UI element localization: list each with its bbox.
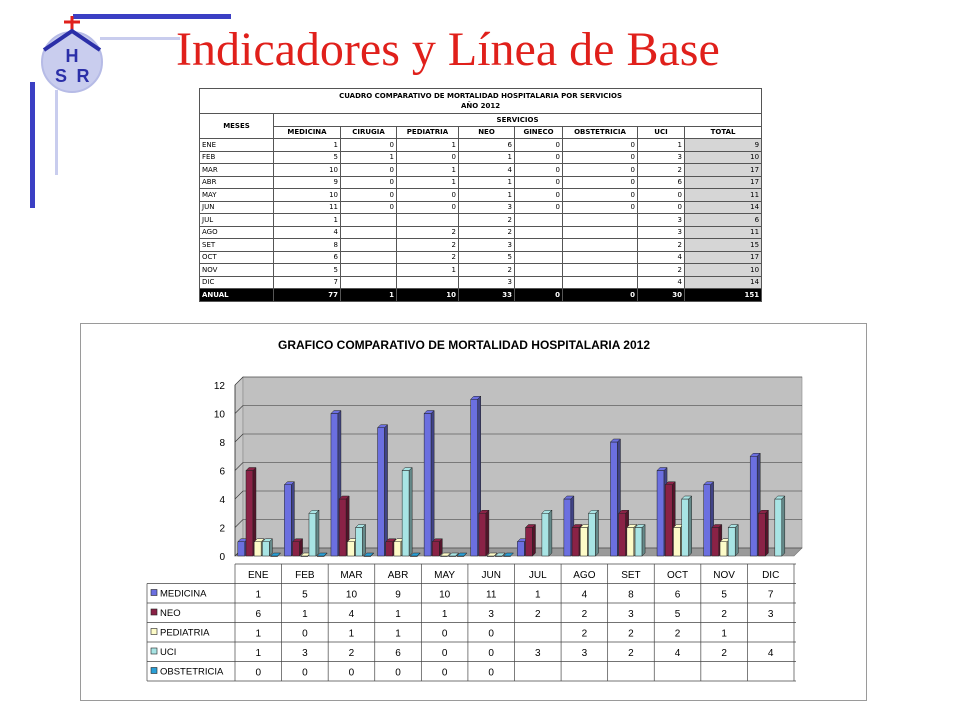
table-cell: 0: [563, 139, 638, 152]
table-cell: 1: [274, 214, 341, 227]
table-cell: 0: [397, 189, 459, 202]
header-row: [200, 126, 762, 139]
bar-uci-ago: [588, 513, 595, 556]
table-cell: 2: [638, 239, 685, 252]
data-label-neo: 2: [721, 609, 727, 620]
table-cell: [341, 251, 397, 264]
table-cell: 14: [685, 201, 762, 214]
x-tick-label: SET: [621, 570, 641, 581]
table-cell: 3: [459, 239, 515, 252]
bar-side-neo-may: [439, 539, 442, 556]
x-tick-label: ENE: [248, 570, 269, 581]
table-cell: 0: [341, 176, 397, 189]
data-label-uci: 4: [674, 648, 681, 659]
table-cell: 151: [685, 289, 762, 302]
bar-uci-dic: [775, 499, 782, 556]
table-cell: JUN: [200, 201, 274, 214]
table-cell: 1: [459, 176, 515, 189]
table-cell: 0: [515, 289, 563, 302]
data-label-pediatria: 2: [628, 628, 634, 640]
table-row: [200, 214, 762, 227]
table-cell: [515, 276, 563, 289]
data-label-uci: 3: [302, 648, 308, 659]
legend-label-pediatria: PEDIATRIA: [160, 627, 210, 639]
bar-side-uci-mar: [363, 525, 366, 557]
table-cell: 1: [341, 289, 397, 302]
logo-letter-h: H: [65, 46, 79, 66]
table-cell: 3: [638, 151, 685, 164]
data-label-medicina: 5: [302, 589, 308, 601]
legend-swatch-obstetricia: [151, 668, 157, 674]
bar-side-uci-ene: [269, 539, 272, 556]
table-cell: 15: [685, 239, 762, 252]
table-cell: 3: [638, 214, 685, 227]
data-label-neo: 3: [767, 609, 774, 620]
bar-side-medicina-may: [431, 411, 434, 557]
table-cell: 7: [274, 276, 341, 289]
table-cell: [515, 226, 563, 239]
bar-medicina-ago: [564, 499, 571, 556]
table-cell: 10: [397, 289, 459, 302]
data-label-medicina: 5: [721, 589, 727, 601]
bar-uci-oct: [682, 499, 689, 556]
y-tick-label: 4: [219, 495, 225, 506]
table-cell: 4: [638, 276, 685, 289]
data-label-neo: 4: [348, 609, 355, 620]
table-row: [200, 164, 762, 177]
bar-uci-jul: [542, 513, 549, 556]
data-label-uci: 4: [767, 648, 774, 659]
bar-side-uci-ago: [595, 510, 598, 556]
data-label-obstetricia: 0: [255, 667, 262, 679]
bar-uci-nov: [728, 528, 735, 557]
bar-side-uci-feb: [316, 510, 319, 556]
logo-letter-s: S: [54, 66, 68, 86]
table-cell: 10: [685, 151, 762, 164]
bar-neo-set: [619, 513, 626, 556]
table-cell: 0: [515, 164, 563, 177]
table-cell: 1: [397, 176, 459, 189]
data-label-pediatria: 0: [488, 628, 494, 640]
data-label-medicina: 1: [255, 589, 262, 601]
table-cell: 6: [685, 214, 762, 227]
table-cell: MAR: [200, 164, 274, 177]
mortality-table-container: [199, 88, 761, 316]
table-cell: [341, 239, 397, 252]
x-tick-label: JUN: [481, 570, 501, 581]
bar-side-medicina-abr: [385, 425, 388, 556]
table-row: [200, 276, 762, 289]
table-cell: 10: [274, 189, 341, 202]
table-caption-line2: AÑO 2012: [460, 102, 501, 110]
table-cell: 3: [638, 226, 685, 239]
x-tick-label: OCT: [666, 570, 689, 581]
table-row: [200, 264, 762, 277]
table-cell: 0: [515, 139, 563, 152]
data-label-pediatria: 2: [581, 628, 588, 640]
table-cell: 11: [685, 226, 762, 239]
table-body: [200, 139, 762, 302]
data-label-neo: 3: [488, 609, 494, 620]
bar-side-uci-nov: [735, 525, 738, 557]
data-label-pediatria: 0: [441, 628, 448, 640]
table-cell: 0: [563, 164, 638, 177]
legend-swatch-pediatria: [151, 629, 157, 635]
table-row: [200, 226, 762, 239]
y-tick-label: 12: [213, 381, 225, 392]
bar-neo-nov: [712, 528, 719, 557]
x-tick-label: FEB: [295, 570, 315, 581]
bar-side-neo-dic: [765, 510, 768, 556]
data-label-pediatria: 1: [395, 628, 401, 640]
data-label-medicina: 11: [486, 589, 497, 601]
table-cell: 0: [397, 151, 459, 164]
data-label-neo: 6: [255, 609, 262, 620]
bar-medicina-jun: [471, 399, 478, 556]
x-tick-label: NOV: [713, 570, 735, 581]
table-cell: OCT: [200, 251, 274, 264]
bar-neo-jul: [525, 528, 532, 557]
table-caption-line1: CUADRO COMPARATIVO DE MORTALIDAD HOSPITALARIA POR SERVICIOS: [339, 92, 623, 100]
table-cell: 2: [638, 264, 685, 277]
table-cell: 4: [459, 164, 515, 177]
bar-medicina-ene: [238, 542, 245, 556]
data-label-uci: 3: [581, 648, 588, 659]
bar-medicina-set: [610, 442, 617, 556]
table-cell: [563, 251, 638, 264]
table-cell: [397, 276, 459, 289]
bar-pediatria-ago: [580, 528, 587, 557]
table-cell: 2: [459, 264, 515, 277]
table-cell: 1: [459, 189, 515, 202]
data-label-medicina: 4: [581, 589, 588, 601]
bar-medicina-may: [424, 414, 431, 557]
bar-neo-feb: [293, 542, 300, 556]
col-header-meses: MESES: [200, 114, 274, 139]
table-cell: [563, 214, 638, 227]
table-row: [200, 176, 762, 189]
table-cell: MAY: [200, 189, 274, 202]
bar-side-uci-abr: [409, 468, 412, 557]
bar-neo-jun: [479, 513, 486, 556]
data-label-pediatria: 1: [721, 628, 727, 640]
bar-medicina-oct: [657, 471, 664, 557]
bar-side-neo-jun: [486, 510, 489, 556]
table-cell: 14: [685, 276, 762, 289]
table-cell: 0: [397, 201, 459, 214]
bar-pediatria-abr: [394, 542, 401, 556]
table-row: [200, 139, 762, 152]
table-cell: 0: [563, 176, 638, 189]
data-label-neo: 1: [302, 609, 308, 620]
x-tick-label: MAR: [340, 570, 363, 581]
table-cell: 1: [397, 139, 459, 152]
col-header-gineco: GINECO: [515, 126, 563, 139]
data-label-neo: 2: [581, 609, 588, 620]
bar-neo-ago: [572, 528, 579, 557]
table-cell: 2: [459, 226, 515, 239]
table-cell: 0: [563, 201, 638, 214]
data-label-neo: 2: [535, 609, 541, 620]
x-tick-label: JUL: [528, 570, 547, 581]
table-cell: 33: [459, 289, 515, 302]
bar-pediatria-mar: [347, 542, 354, 556]
data-label-neo: 3: [628, 609, 634, 620]
table-cell: [341, 214, 397, 227]
table-cell: 1: [638, 139, 685, 152]
table-cell: 2: [397, 226, 459, 239]
col-header-obstetricia: OBSTETRICIA: [563, 126, 638, 139]
table-cell: JUL: [200, 214, 274, 227]
data-label-uci: 1: [255, 648, 262, 659]
table-cell: 2: [397, 251, 459, 264]
legend-label-neo: NEO: [160, 608, 181, 619]
data-label-pediatria: 0: [302, 628, 308, 640]
data-label-uci: 3: [535, 648, 541, 659]
x-tick-label: ABR: [387, 570, 409, 581]
data-label-medicina: 8: [628, 589, 634, 601]
data-label-obstetricia: 0: [441, 667, 448, 679]
table-cell: 6: [638, 176, 685, 189]
table-cell: 2: [397, 239, 459, 252]
data-label-medicina: 10: [345, 589, 358, 601]
data-label-neo: 5: [674, 609, 681, 620]
table-cell: [341, 226, 397, 239]
bar-uci-set: [635, 528, 642, 557]
bar-medicina-abr: [378, 428, 385, 556]
data-label-uci: 0: [441, 648, 448, 659]
deco-line-left: [30, 82, 35, 208]
table-caption: [200, 89, 762, 114]
table-cell: 4: [274, 226, 341, 239]
table-cell: 0: [563, 151, 638, 164]
table-cell: 0: [341, 201, 397, 214]
table-cell: 17: [685, 251, 762, 264]
x-tick-label: AGO: [573, 570, 596, 581]
table-cell: DIC: [200, 276, 274, 289]
table-cell: 3: [459, 276, 515, 289]
data-label-neo: 1: [395, 609, 401, 620]
table-cell: 5: [459, 251, 515, 264]
data-label-uci: 2: [721, 648, 727, 659]
legend-swatch-neo: [151, 609, 157, 615]
table-cell: 0: [515, 201, 563, 214]
table-cell: 6: [459, 139, 515, 152]
chart-title: GRAFICO COMPARATIVO DE MORTALIDAD HOSPITALARIA 2012: [277, 338, 651, 352]
bar-side-uci-jul: [549, 510, 552, 556]
bar-uci-feb: [309, 513, 316, 556]
legend-swatch-uci: [151, 648, 157, 654]
bar-medicina-feb: [284, 485, 291, 556]
y-tick-label: 10: [213, 409, 225, 421]
table-cell: 0: [638, 189, 685, 202]
table-cell: [563, 264, 638, 277]
table-cell: 10: [274, 164, 341, 177]
table-cell: ANUAL: [200, 289, 274, 302]
table-cell: [515, 239, 563, 252]
table-cell: [397, 214, 459, 227]
y-tick-label: 0: [219, 552, 225, 563]
data-label-uci: 2: [628, 648, 634, 659]
bar-medicina-dic: [750, 456, 757, 556]
table-cell: 5: [274, 264, 341, 277]
deco-line-left-light: [55, 90, 58, 175]
legend-label-obstetricia: OBSTETRICIA: [160, 666, 224, 678]
table-cell: 0: [515, 151, 563, 164]
table-row: [200, 251, 762, 264]
data-label-medicina: 6: [674, 589, 681, 601]
table-cell: ABR: [200, 176, 274, 189]
x-tick-label: DIC: [762, 570, 780, 581]
table-cell: [341, 264, 397, 277]
col-header-medicina: MEDICINA: [274, 126, 341, 139]
table-cell: 1: [341, 151, 397, 164]
data-label-uci: 0: [488, 648, 494, 659]
table-cell: 2: [638, 164, 685, 177]
table-cell: [515, 214, 563, 227]
col-header-neo: NEO: [459, 126, 515, 139]
table-row: [200, 189, 762, 202]
chart-frame: [80, 323, 867, 701]
table-cell: 2: [459, 214, 515, 227]
table-cell: [563, 226, 638, 239]
table-cell: [515, 264, 563, 277]
table-cell: [341, 276, 397, 289]
data-label-obstetricia: 0: [488, 667, 494, 679]
col-header-uci: UCI: [638, 126, 685, 139]
bar-pediatria-oct: [673, 528, 680, 557]
col-header-total: TOTAL: [685, 126, 762, 139]
table-cell: AGO: [200, 226, 274, 239]
col-header-cirugia: CIRUGIA: [341, 126, 397, 139]
bar-neo-may: [432, 542, 439, 556]
table-cell: 1: [459, 151, 515, 164]
logo-letter-r: R: [76, 66, 90, 86]
bar-neo-dic: [758, 513, 765, 556]
table-cell: 4: [638, 251, 685, 264]
table-cell: 5: [274, 151, 341, 164]
table-cell: 0: [341, 139, 397, 152]
y-tick-label: 6: [219, 466, 225, 478]
bar-pediatria-set: [627, 528, 634, 557]
data-label-obstetricia: 0: [395, 667, 401, 679]
bar-medicina-nov: [704, 485, 711, 556]
table-cell: 0: [515, 176, 563, 189]
bar-neo-ene: [246, 471, 253, 557]
bar-uci-abr: [402, 471, 409, 557]
hospital-logo: [28, 14, 118, 94]
table-cell: 11: [274, 201, 341, 214]
data-label-obstetricia: 0: [348, 667, 355, 679]
col-header-pediatria: PEDIATRIA: [397, 126, 459, 139]
data-label-obstetricia: 0: [302, 667, 308, 679]
data-label-medicina: 1: [535, 589, 541, 601]
table-cell: SET: [200, 239, 274, 252]
table-cell: 0: [341, 164, 397, 177]
table-cell: 3: [459, 201, 515, 214]
table-cell: 1: [397, 164, 459, 177]
data-label-medicina: 9: [395, 589, 401, 601]
bar-neo-abr: [386, 542, 393, 556]
data-label-pediatria: 1: [348, 628, 355, 640]
table-cell: 0: [515, 189, 563, 202]
table-row: [200, 151, 762, 164]
bar-pediatria-ene: [254, 542, 261, 556]
data-label-pediatria: 1: [255, 628, 262, 640]
legend-label-uci: UCI: [160, 647, 177, 658]
bar-uci-mar: [356, 528, 363, 557]
bar-pediatria-nov: [720, 542, 727, 556]
table-cell: 6: [274, 251, 341, 264]
page-title: Indicadores y Línea de Base: [176, 23, 720, 76]
table-cell: 77: [274, 289, 341, 302]
bar-side-neo-feb: [300, 539, 303, 556]
mortality-table: [199, 88, 762, 302]
table-cell: 0: [563, 189, 638, 202]
table-cell: [515, 251, 563, 264]
table-cell: NOV: [200, 264, 274, 277]
legend-swatch-medicina: [151, 590, 157, 596]
bar-medicina-mar: [331, 414, 338, 557]
data-label-medicina: 10: [439, 589, 451, 601]
table-cell: 0: [638, 201, 685, 214]
table-cell: 11: [685, 189, 762, 202]
data-label-uci: 6: [395, 648, 401, 659]
table-row: [200, 201, 762, 214]
table-cell: [563, 276, 638, 289]
data-label-neo: 1: [441, 609, 448, 620]
bar-side-uci-dic: [782, 496, 785, 556]
group-header-servicios: SERVICIOS: [274, 114, 762, 127]
table-cell: 0: [563, 289, 638, 302]
table-cell: 0: [341, 189, 397, 202]
table-cell: 17: [685, 164, 762, 177]
table-cell: 17: [685, 176, 762, 189]
table-cell: [563, 239, 638, 252]
table-cell: ENE: [200, 139, 274, 152]
data-label-pediatria: 2: [674, 628, 681, 640]
bar-side-neo-jul: [532, 525, 535, 557]
bar-neo-oct: [665, 485, 672, 556]
mortality-chart: [81, 324, 866, 700]
y-tick-label: 2: [219, 523, 225, 535]
bar-side-uci-set: [642, 525, 645, 557]
table-cell: 10: [685, 264, 762, 277]
table-cell: 9: [685, 139, 762, 152]
table-cell: 9: [274, 176, 341, 189]
bar-neo-mar: [339, 499, 346, 556]
table-cell: 1: [274, 139, 341, 152]
x-tick-label: MAY: [434, 570, 456, 581]
bar-side-uci-oct: [689, 496, 692, 556]
table-cell: 8: [274, 239, 341, 252]
table-row-annual: [200, 289, 762, 302]
data-label-medicina: 7: [767, 589, 774, 601]
table-cell: 1: [397, 264, 459, 277]
table-cell: FEB: [200, 151, 274, 164]
y-tick-label: 8: [219, 438, 225, 449]
table-cell: 30: [638, 289, 685, 302]
table-row: [200, 239, 762, 252]
bar-uci-ene: [262, 542, 269, 556]
legend-label-medicina: MEDICINA: [160, 588, 207, 600]
bar-medicina-jul: [517, 542, 524, 556]
data-label-uci: 2: [348, 648, 355, 659]
